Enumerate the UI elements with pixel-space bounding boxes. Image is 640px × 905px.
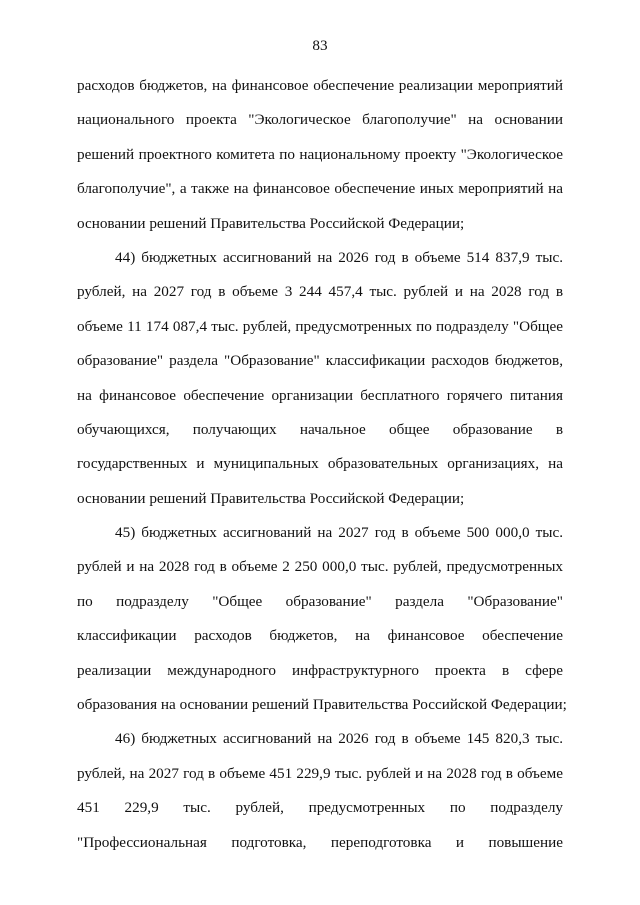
text-line: 46) бюджетных ассигнований на 2026 год в объеме 145 820,3 тыс. [115,730,563,748]
text-line: основании решений Правительства Российской Федерации; [77,489,465,507]
text-line: "Профессиональная подготовка, переподготовка и повышение [77,833,563,851]
text-line: 451 229,9 тыс. рублей, предусмотренных по подразделу [77,799,563,817]
text-line: обучающихся, получающих начальное общее образование в [77,420,563,438]
text-line: образование" раздела "Образование" классификации расходов бюджетов, [77,352,563,370]
text-line: государственных и муниципальных образовательных организациях, на [77,455,563,473]
text-line: 44) бюджетных ассигнований на 2026 год в объеме 514 837,9 тыс. [115,248,563,266]
document-body [77,76,567,867]
text-line: основании решений Правительства Российской Федерации; [77,214,465,232]
text-line: по подразделу "Общее образование" раздела "Образование" [77,592,563,610]
text-line: национального проекта "Экологическое благополучие" на основании [77,111,563,129]
text-line: классификации расходов бюджетов, на финансовое обеспечение [77,627,563,645]
text-line: объеме 11 174 087,4 тыс. рублей, предусмотренных по подразделу "Общее [77,317,563,335]
page-number: 83 [312,37,328,54]
text-line: на финансовое обеспечение организации бесплатного горячего питания [77,386,563,404]
text-line: 45) бюджетных ассигнований на 2027 год в объеме 500 000,0 тыс. [115,524,563,542]
text-line: рублей, на 2027 год в объеме 451 229,9 тыс. рублей и на 2028 год в объеме [77,764,563,782]
text-line: реализации международного инфраструктурного проекта в сфере [77,661,563,679]
text-line: образования на основании решений Правительства Российской Федерации; [77,696,567,714]
text-line: решений проектного комитета по национальному проекту "Экологическое [77,145,563,163]
text-line: рублей и на 2028 год в объеме 2 250 000,0 тыс. рублей, предусмотренных [77,558,563,576]
text-line: рублей, на 2027 год в объеме 3 244 457,4 тыс. рублей и на 2028 год в [77,283,563,301]
text-line: благополучие", а также на финансовое обеспечение иных мероприятий на [77,180,563,198]
text-line: расходов бюджетов, на финансовое обеспечение реализации мероприятий [77,77,563,94]
